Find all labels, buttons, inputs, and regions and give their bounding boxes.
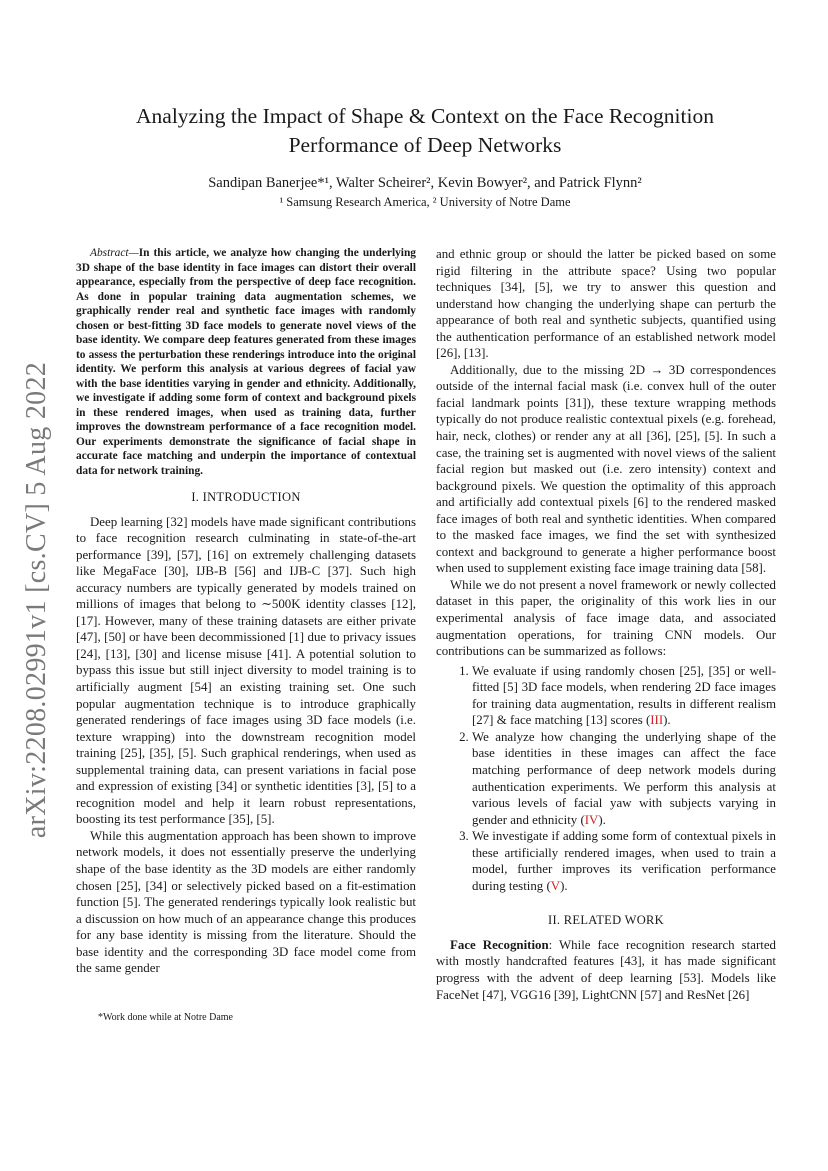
affiliations: ¹ Samsung Research America, ² University of Notre Dame: [279, 195, 571, 209]
contribution-item: 2. We analyze how changing the underlying shape of the base identities in these images can affect the face matching performance of deep network models during authentication experiments. We perform this analysis at various levels of facial yaw with subjects varying in gender and ethnicity (IV).: [472, 729, 776, 828]
paper-title: [90, 102, 760, 160]
abstract: [76, 246, 416, 478]
title-line-2: Performance of Deep Networks: [288, 133, 562, 157]
section-link-v[interactable]: V: [550, 878, 561, 893]
section-heading-introduction: I. INTRODUCTION: [191, 490, 301, 504]
arxiv-identifier: arXiv:2208.02991v1 [cs.CV] 5 Aug 2022: [21, 361, 52, 839]
contributions-list: [436, 663, 776, 895]
arxiv-sidebar: [14, 360, 60, 840]
abstract-lead: Abstract—: [90, 247, 139, 259]
contribution-item: 1. We evaluate if using randomly chosen [25], [35] or well-fitted [5] 3D face models, when rendering 2D face images for training data augmentation, results in different realism [27] & face matching [13] scores (III).: [472, 663, 776, 729]
intro-paragraph-2: While this augmentation approach has been shown to improve network models, it does not essentially preserve the underlying shape of the base identity as the 3D models are either randomly chosen [25], [34] or selectively picked based on a fit-estimation function [5]. The generated renderings typically look realistic but a discussion on how much of an appearance change this produces for any base identity is missing from the literature. Should the base identity and the corresponding 3D face model come from the same gender: [76, 828, 416, 976]
contribution-item: 3. We investigate if adding some form of contextual pixels in these artificially rendered images, when used to train a model, further improves its verification performance during testing (V).: [472, 828, 776, 894]
section-link-iv[interactable]: IV: [584, 812, 599, 827]
intro-paragraph-1: Deep learning [32] models have made significant contributions to face recognition research culminating in state-of-the-art performance [39], [57], [16] on extremely challenging datasets like MegaFace [30], IJB-B [56] and IJB-C [37]. Such high accuracy numbers are typically generated by models trained on millions of images that belong to ∼500K identity classes [12], [17]. However, many of these training datasets are either private [47], [50] or have been decommissioned [1] due to privacy issues [24], [13], [30] and license misuse [41]. A potential solution to bypass this issue but still inject diversity to model training is to artificially augment [54] an existing training set. One such popular augmentation technique is to introduce graphically generated renderings of face images using 3D face models (i.e. texture wrapping) into the downstream recognition model training [25], [35], [5]. Such graphical renderings, when used as supplemental training data, can present variations in facial pose and expression of existing [34] or synthetic identities [3], [5] to a recognition model and help it learn robust representations, boosting its test performance [35], [5].: [76, 514, 416, 827]
section-heading-related-work: II. RELATED WORK: [547, 913, 664, 928]
section-link-iii[interactable]: III: [650, 713, 664, 728]
intro-paragraph-5: While we do not present a novel framework or newly collected dataset in this paper, the originality of this work lies in our experimental analysis of face image data, and associated augmentation operations, for training CNN models. Our contributions can be summarized as follows:: [436, 577, 776, 659]
related-paragraph-1: [436, 937, 776, 1003]
title-line-1: Analyzing the Impact of Shape & Context on the Face Recognition: [136, 104, 714, 128]
footnote: *Work done while at Notre Dame: [98, 1012, 233, 1023]
abstract-text: In this article, we analyze how changing the underlying 3D shape of the base identity in face images can distort their overall appearance, especially from the perspective of deep face recognition. As done in popular training data augmentation schemes, we graphically render real and synthetic face images with randomly chosen or best-fitting 3D face models to generate novel views of the base identity. We compare deep features generated from these images to assess the perturbation these renderings introduce into the original identity. We perform this analysis at various degrees of facial yaw with the base identities varying in gender and ethnicity. Additionally, we investigate if adding some form of context and background pixels in these rendered images, when used as training data, further improves the downstream performance of a face recognition model. Our experiments demonstrate the significance of facial shape in accurate face matching and underpin the importance of contextual data for network training.: [76, 247, 416, 477]
related-lead: Face Recognition: [450, 937, 549, 952]
left-column: [76, 246, 416, 977]
right-column: [436, 246, 776, 1003]
intro-paragraph-4: Additionally, due to the missing 2D → 3D correspondences outside of the internal facial mask (i.e. convex hull of the outer facial landmark points [31]), these texture wrapping methods typically do not produce realistic contextual pixels (e.g. forehead, hair, neck, clothes) or render any at all [36], [25], [5]. In such a case, the training set is augmented with novel views of the salient facial region but masked out (i.e. zero intensity) context and background pixels. We question the optimality of this approach and artificially add contextual pixels [6] to the rendered masked face images of both real and synthetic identities. When compared to the masked face images, we find the set with synthesized context and background to generate a higher performance boost when used to supplement existing face image training data [58].: [436, 362, 776, 576]
author-list: Sandipan Banerjee*¹, Walter Scheirer², Kevin Bowyer², and Patrick Flynn²: [208, 175, 642, 191]
related-text: : While face recognition research started with mostly handcrafted features [43], it has made significant progress with the advent of deep learning [53]. Models like FaceNet [47], VGG16 [39], LightCNN [57] and ResNet [26]: [436, 937, 776, 1002]
intro-paragraph-3: and ethnic group or should the latter be picked based on some rigid filtering in the attribute space? Using two popular techniques [34], [5], we try to answer this question and understand how changing the underlying shape can perturb the appearance of both real and synthetic subjects, quantified using the authentication performance of an established network model [26], [13].: [436, 247, 776, 361]
